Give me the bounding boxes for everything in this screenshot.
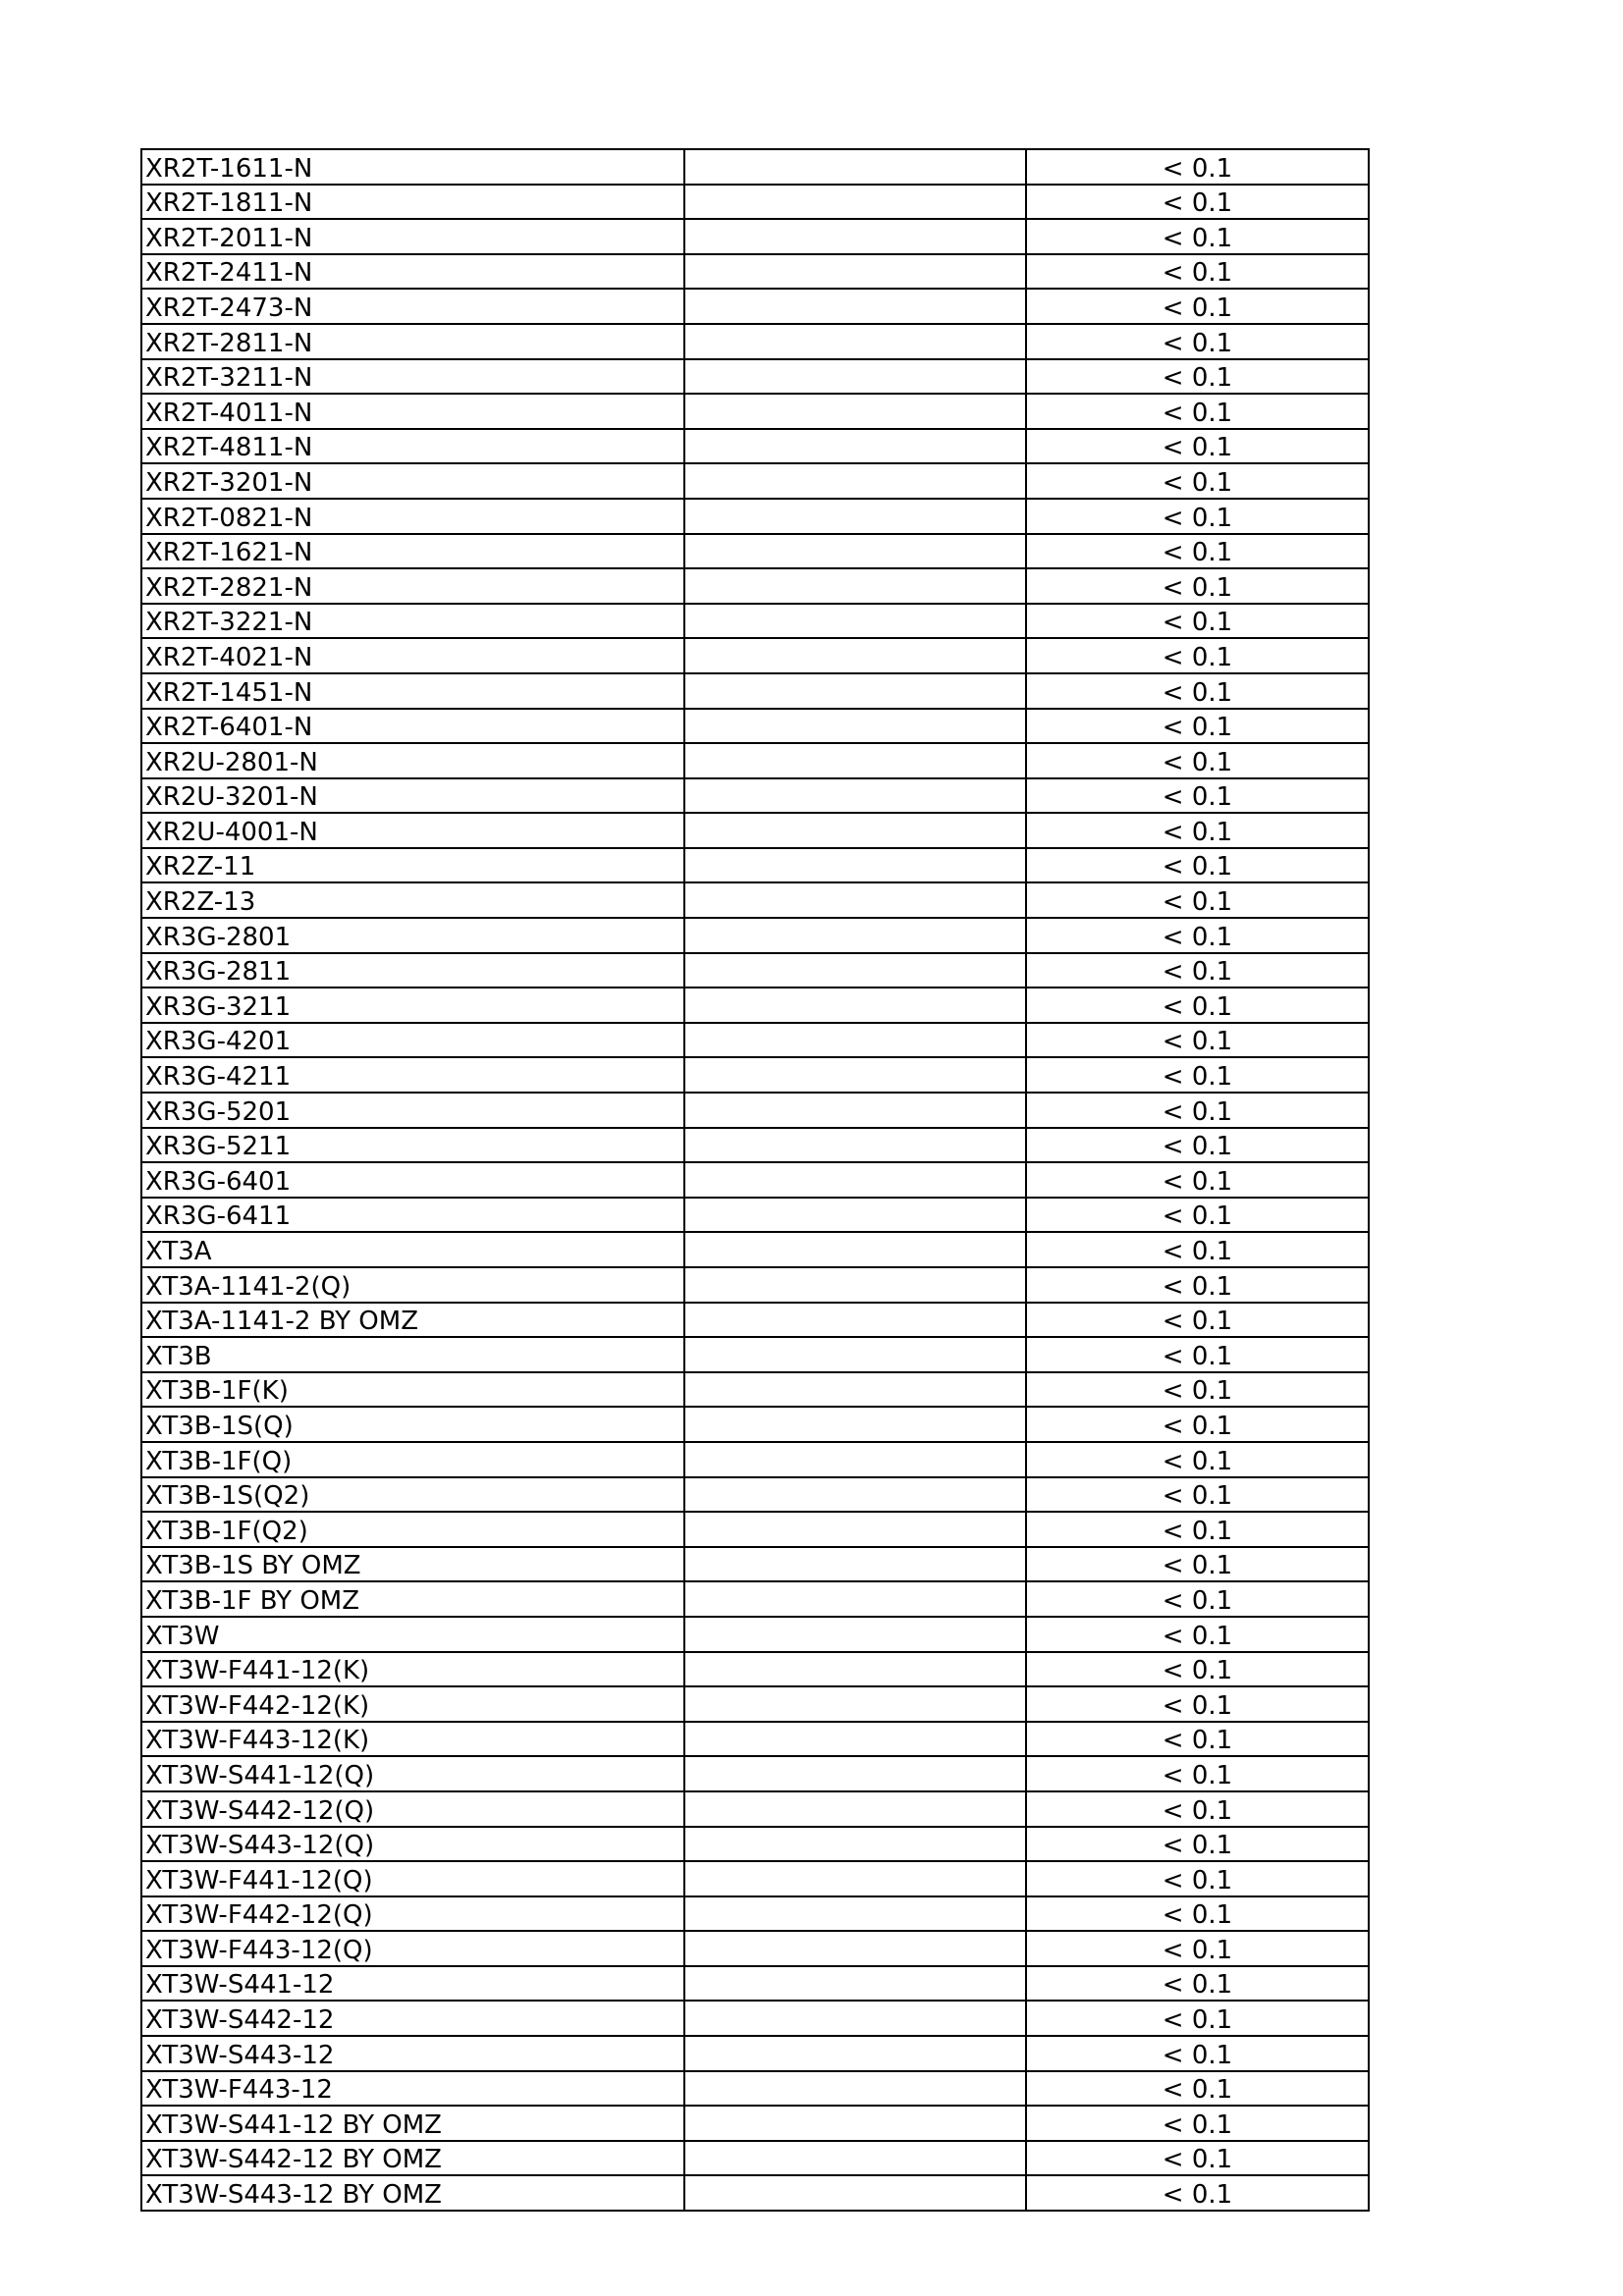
value-cell: < 0.1: [1026, 813, 1369, 848]
part-number-cell: XR2T-3201-N: [141, 463, 684, 499]
part-number-cell: XT3B-1S(Q2): [141, 1477, 684, 1513]
value-cell: < 0.1: [1026, 1198, 1369, 1233]
part-number-cell: XR2Z-13: [141, 882, 684, 918]
part-number-cell: XT3W-S443-12(Q): [141, 1827, 684, 1862]
value-cell: < 0.1: [1026, 918, 1369, 953]
part-number-cell: XR3G-4201: [141, 1023, 684, 1058]
data-table: [140, 148, 1370, 2212]
part-number-cell: XT3W-S443-12 BY OMZ: [141, 2175, 684, 2211]
table-row: [141, 394, 1369, 429]
blank-cell: [684, 1162, 1026, 1198]
table-row: [141, 1931, 1369, 1966]
value-cell: < 0.1: [1026, 1162, 1369, 1198]
table-row: [141, 1128, 1369, 1163]
blank-cell: [684, 289, 1026, 324]
part-number-cell: XR2T-6401-N: [141, 709, 684, 744]
value-cell: < 0.1: [1026, 1791, 1369, 1827]
part-number-cell: XT3B-1S(Q): [141, 1407, 684, 1442]
value-cell: < 0.1: [1026, 988, 1369, 1023]
table-row: [141, 1617, 1369, 1652]
blank-cell: [684, 1966, 1026, 2002]
part-number-cell: XR2T-2821-N: [141, 568, 684, 604]
table-row: [141, 568, 1369, 604]
blank-cell: [684, 1652, 1026, 1687]
table-row: [141, 359, 1369, 395]
part-number-cell: XT3A: [141, 1232, 684, 1267]
value-cell: < 0.1: [1026, 1372, 1369, 1408]
blank-cell: [684, 1023, 1026, 1058]
blank-cell: [684, 1827, 1026, 1862]
value-cell: < 0.1: [1026, 1652, 1369, 1687]
table-row: [141, 918, 1369, 953]
part-number-cell: XT3W-F441-12(K): [141, 1652, 684, 1687]
part-number-cell: XT3B-1F(K): [141, 1372, 684, 1408]
table-row: [141, 1722, 1369, 1757]
part-number-cell: XR2U-2801-N: [141, 743, 684, 778]
part-number-cell: XR2T-4011-N: [141, 394, 684, 429]
table-row: [141, 429, 1369, 464]
part-number-cell: XR2T-2473-N: [141, 289, 684, 324]
part-number-cell: XT3W-F443-12: [141, 2071, 684, 2107]
part-number-cell: XR2T-4021-N: [141, 638, 684, 673]
table-row: [141, 1162, 1369, 1198]
blank-cell: [684, 2001, 1026, 2036]
blank-cell: [684, 1442, 1026, 1477]
value-cell: < 0.1: [1026, 638, 1369, 673]
value-cell: < 0.1: [1026, 1686, 1369, 1722]
table-row: [141, 1512, 1369, 1547]
part-number-cell: XR3G-5201: [141, 1093, 684, 1128]
part-number-cell: XR2T-3211-N: [141, 359, 684, 395]
part-number-cell: XR2T-2411-N: [141, 254, 684, 290]
value-cell: < 0.1: [1026, 1722, 1369, 1757]
part-number-cell: XR3G-4211: [141, 1057, 684, 1093]
blank-cell: [684, 1931, 1026, 1966]
part-number-cell: XT3B-1S BY OMZ: [141, 1547, 684, 1582]
blank-cell: [684, 604, 1026, 639]
table-row: [141, 2106, 1369, 2141]
blank-cell: [684, 988, 1026, 1023]
value-cell: < 0.1: [1026, 1931, 1369, 1966]
part-number-cell: XR2U-3201-N: [141, 778, 684, 814]
blank-cell: [684, 1722, 1026, 1757]
table-row: [141, 673, 1369, 709]
part-number-cell: XR3G-2811: [141, 953, 684, 988]
blank-cell: [684, 953, 1026, 988]
table-row: [141, 638, 1369, 673]
part-number-cell: XT3W-S441-12: [141, 1966, 684, 2002]
table-row: [141, 1303, 1369, 1338]
table-row: [141, 534, 1369, 569]
value-cell: < 0.1: [1026, 1337, 1369, 1372]
value-cell: < 0.1: [1026, 1442, 1369, 1477]
value-cell: < 0.1: [1026, 1267, 1369, 1303]
blank-cell: [684, 1861, 1026, 1896]
table-row: [141, 185, 1369, 220]
table-row: [141, 1477, 1369, 1513]
table-row: [141, 1827, 1369, 1862]
part-number-cell: XR2T-0821-N: [141, 499, 684, 534]
blank-cell: [684, 1896, 1026, 1932]
part-number-cell: XT3A-1141-2(Q): [141, 1267, 684, 1303]
value-cell: < 0.1: [1026, 1512, 1369, 1547]
table-row: [141, 219, 1369, 254]
table-row: [141, 1232, 1369, 1267]
blank-cell: [684, 1057, 1026, 1093]
table-row: [141, 709, 1369, 744]
value-cell: < 0.1: [1026, 359, 1369, 395]
part-number-cell: XR3G-3211: [141, 988, 684, 1023]
part-number-cell: XR3G-2801: [141, 918, 684, 953]
value-cell: < 0.1: [1026, 709, 1369, 744]
part-number-cell: XR2T-3221-N: [141, 604, 684, 639]
table-row: [141, 2036, 1369, 2071]
blank-cell: [684, 1617, 1026, 1652]
part-number-cell: XT3W-S442-12: [141, 2001, 684, 2036]
part-number-cell: XT3B-1F(Q2): [141, 1512, 684, 1547]
value-cell: < 0.1: [1026, 324, 1369, 359]
part-number-cell: XT3W: [141, 1617, 684, 1652]
value-cell: < 0.1: [1026, 534, 1369, 569]
part-number-cell: XT3W-F443-12(K): [141, 1722, 684, 1757]
value-cell: < 0.1: [1026, 149, 1369, 185]
blank-cell: [684, 534, 1026, 569]
value-cell: < 0.1: [1026, 2071, 1369, 2107]
part-number-cell: XR3G-6411: [141, 1198, 684, 1233]
part-number-cell: XT3B: [141, 1337, 684, 1372]
part-number-cell: XR3G-5211: [141, 1128, 684, 1163]
blank-cell: [684, 1267, 1026, 1303]
blank-cell: [684, 743, 1026, 778]
blank-cell: [684, 1547, 1026, 1582]
table-row: [141, 463, 1369, 499]
table-row: [141, 1547, 1369, 1582]
value-cell: < 0.1: [1026, 429, 1369, 464]
part-number-cell: XR2T-2811-N: [141, 324, 684, 359]
table-row: [141, 1057, 1369, 1093]
blank-cell: [684, 254, 1026, 290]
value-cell: < 0.1: [1026, 1861, 1369, 1896]
part-number-cell: XR2T-1611-N: [141, 149, 684, 185]
table-row: [141, 882, 1369, 918]
part-number-cell: XR2Z-11: [141, 848, 684, 883]
value-cell: < 0.1: [1026, 673, 1369, 709]
table-row: [141, 778, 1369, 814]
value-cell: < 0.1: [1026, 743, 1369, 778]
table-row: [141, 2175, 1369, 2211]
blank-cell: [684, 848, 1026, 883]
blank-cell: [684, 673, 1026, 709]
value-cell: < 0.1: [1026, 2175, 1369, 2211]
value-cell: < 0.1: [1026, 1617, 1369, 1652]
table-row: [141, 1966, 1369, 2002]
table-row: [141, 988, 1369, 1023]
value-cell: < 0.1: [1026, 1128, 1369, 1163]
value-cell: < 0.1: [1026, 1966, 1369, 2002]
value-cell: < 0.1: [1026, 1477, 1369, 1513]
part-number-cell: XT3W-F442-12(Q): [141, 1896, 684, 1932]
table-row: [141, 1896, 1369, 1932]
table-row: [141, 1686, 1369, 1722]
table-row: [141, 953, 1369, 988]
value-cell: < 0.1: [1026, 953, 1369, 988]
table-row: [141, 848, 1369, 883]
blank-cell: [684, 1232, 1026, 1267]
value-cell: < 0.1: [1026, 1057, 1369, 1093]
value-cell: < 0.1: [1026, 1581, 1369, 1617]
table-row: [141, 1198, 1369, 1233]
value-cell: < 0.1: [1026, 499, 1369, 534]
part-number-cell: XT3A-1141-2 BY OMZ: [141, 1303, 684, 1338]
blank-cell: [684, 324, 1026, 359]
table-row: [141, 1791, 1369, 1827]
table-row: [141, 1442, 1369, 1477]
blank-cell: [684, 778, 1026, 814]
blank-cell: [684, 1303, 1026, 1338]
value-cell: < 0.1: [1026, 1023, 1369, 1058]
value-cell: < 0.1: [1026, 778, 1369, 814]
table-row: [141, 1093, 1369, 1128]
value-cell: < 0.1: [1026, 1093, 1369, 1128]
table-row: [141, 1652, 1369, 1687]
part-number-cell: XR3G-6401: [141, 1162, 684, 1198]
table-row: [141, 813, 1369, 848]
value-cell: < 0.1: [1026, 848, 1369, 883]
blank-cell: [684, 1198, 1026, 1233]
blank-cell: [684, 499, 1026, 534]
part-number-cell: XR2T-4811-N: [141, 429, 684, 464]
blank-cell: [684, 882, 1026, 918]
part-number-cell: XT3B-1F(Q): [141, 1442, 684, 1477]
part-number-cell: XR2U-4001-N: [141, 813, 684, 848]
table-row: [141, 604, 1369, 639]
table-row: [141, 1861, 1369, 1896]
blank-cell: [684, 1093, 1026, 1128]
blank-cell: [684, 1581, 1026, 1617]
value-cell: < 0.1: [1026, 568, 1369, 604]
part-number-cell: XR2T-1811-N: [141, 185, 684, 220]
blank-cell: [684, 463, 1026, 499]
part-number-cell: XT3W-S441-12 BY OMZ: [141, 2106, 684, 2141]
value-cell: < 0.1: [1026, 2141, 1369, 2176]
blank-cell: [684, 1128, 1026, 1163]
blank-cell: [684, 1407, 1026, 1442]
blank-cell: [684, 638, 1026, 673]
value-cell: < 0.1: [1026, 1232, 1369, 1267]
value-cell: < 0.1: [1026, 394, 1369, 429]
blank-cell: [684, 1756, 1026, 1791]
table-row: [141, 499, 1369, 534]
table-row: [141, 1337, 1369, 1372]
value-cell: < 0.1: [1026, 2106, 1369, 2141]
blank-cell: [684, 1337, 1026, 1372]
blank-cell: [684, 1686, 1026, 1722]
blank-cell: [684, 394, 1026, 429]
table-row: [141, 324, 1369, 359]
blank-cell: [684, 709, 1026, 744]
part-number-cell: XR2T-1621-N: [141, 534, 684, 569]
table-row: [141, 1372, 1369, 1408]
blank-cell: [684, 1477, 1026, 1513]
blank-cell: [684, 813, 1026, 848]
table-row: [141, 1023, 1369, 1058]
part-number-cell: XT3W-S442-12(Q): [141, 1791, 684, 1827]
blank-cell: [684, 1791, 1026, 1827]
table-body: [141, 149, 1369, 2211]
blank-cell: [684, 2071, 1026, 2107]
value-cell: < 0.1: [1026, 1896, 1369, 1932]
blank-cell: [684, 1512, 1026, 1547]
value-cell: < 0.1: [1026, 289, 1369, 324]
value-cell: < 0.1: [1026, 882, 1369, 918]
value-cell: < 0.1: [1026, 1407, 1369, 1442]
table-row: [141, 254, 1369, 290]
value-cell: < 0.1: [1026, 2036, 1369, 2071]
table-row: [141, 2071, 1369, 2107]
value-cell: < 0.1: [1026, 219, 1369, 254]
part-number-cell: XT3W-F441-12(Q): [141, 1861, 684, 1896]
value-cell: < 0.1: [1026, 1303, 1369, 1338]
table-row: [141, 1581, 1369, 1617]
blank-cell: [684, 2175, 1026, 2211]
table-row: [141, 743, 1369, 778]
value-cell: < 0.1: [1026, 463, 1369, 499]
part-number-cell: XR2T-2011-N: [141, 219, 684, 254]
value-cell: < 0.1: [1026, 254, 1369, 290]
blank-cell: [684, 2141, 1026, 2176]
part-number-cell: XT3B-1F BY OMZ: [141, 1581, 684, 1617]
part-number-cell: XT3W-F443-12(Q): [141, 1931, 684, 1966]
table-row: [141, 1267, 1369, 1303]
part-number-cell: XR2T-1451-N: [141, 673, 684, 709]
blank-cell: [684, 185, 1026, 220]
part-number-cell: XT3W-F442-12(K): [141, 1686, 684, 1722]
blank-cell: [684, 359, 1026, 395]
table-row: [141, 2141, 1369, 2176]
blank-cell: [684, 219, 1026, 254]
blank-cell: [684, 568, 1026, 604]
blank-cell: [684, 149, 1026, 185]
table-row: [141, 289, 1369, 324]
value-cell: < 0.1: [1026, 604, 1369, 639]
value-cell: < 0.1: [1026, 185, 1369, 220]
part-number-cell: XT3W-S442-12 BY OMZ: [141, 2141, 684, 2176]
value-cell: < 0.1: [1026, 1827, 1369, 1862]
blank-cell: [684, 2036, 1026, 2071]
table-row: [141, 149, 1369, 185]
value-cell: < 0.1: [1026, 1756, 1369, 1791]
table-row: [141, 1407, 1369, 1442]
part-number-cell: XT3W-S443-12: [141, 2036, 684, 2071]
blank-cell: [684, 429, 1026, 464]
blank-cell: [684, 2106, 1026, 2141]
value-cell: < 0.1: [1026, 1547, 1369, 1582]
blank-cell: [684, 918, 1026, 953]
table-row: [141, 2001, 1369, 2036]
value-cell: < 0.1: [1026, 2001, 1369, 2036]
table-row: [141, 1756, 1369, 1791]
part-number-cell: XT3W-S441-12(Q): [141, 1756, 684, 1791]
blank-cell: [684, 1372, 1026, 1408]
